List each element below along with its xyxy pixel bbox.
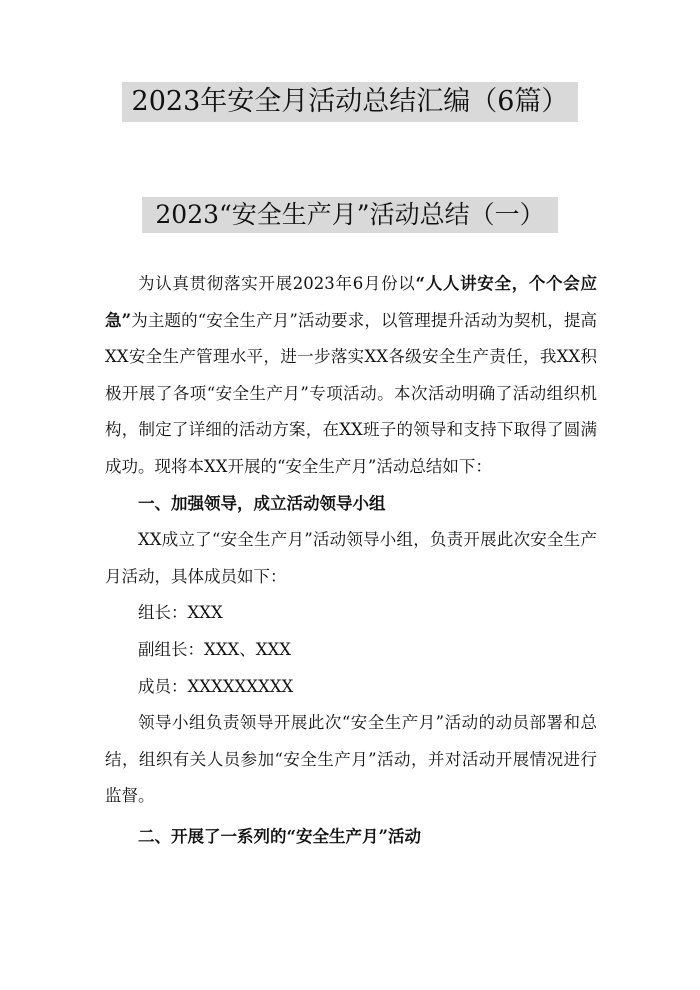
- intro-text-start: 为认真贯彻落实开展2023年6月份以: [138, 274, 416, 293]
- vice-leader-line: 副组长：XXX、XXX: [138, 639, 291, 659]
- section-title: 2023“安全生产月”活动总结（一）: [142, 197, 558, 233]
- section1-duty-paragraph: 领导小组负责领导开展此次“安全生产月”活动的动员部署和总结，组织有关人员参加“安全生产月”活动，并对活动开展情况进行监督。: [105, 713, 597, 806]
- document-body: [105, 266, 597, 856]
- document-title: 2023年安全月活动总结汇编（6篇）: [122, 82, 578, 122]
- section1-heading: 一、加强领导，成立活动领导小组: [138, 493, 386, 513]
- leader-line: 组长：XXX: [138, 603, 223, 623]
- intro-theme-bold: “人人讲安全，个个会应急”: [105, 274, 597, 330]
- intro-text-rest: 为主题的“安全生产月”活动要求，以管理提升活动为契机，提高XX安全生产管理水平，进一步落实XX各级安全生产责任，我XX积极开展了各项“安全生产月”专项活动。本次活动明确了活动组织机构，制定了详细的活动方案，在XX班子的领导和支持下取得了圆满成功。现将本XX开展的“安全生产月”活动总结如下：: [105, 310, 597, 476]
- section1-paragraph: XX成立了“安全生产月”活动领导小组，负责开展此次安全生产月活动，具体成员如下：: [105, 530, 597, 586]
- section2-heading: 二、开展了一系列的“安全生产月”活动: [138, 826, 421, 846]
- members-line: 成员：XXXXXXXXX: [138, 676, 294, 696]
- intro-paragraph: [105, 266, 597, 486]
